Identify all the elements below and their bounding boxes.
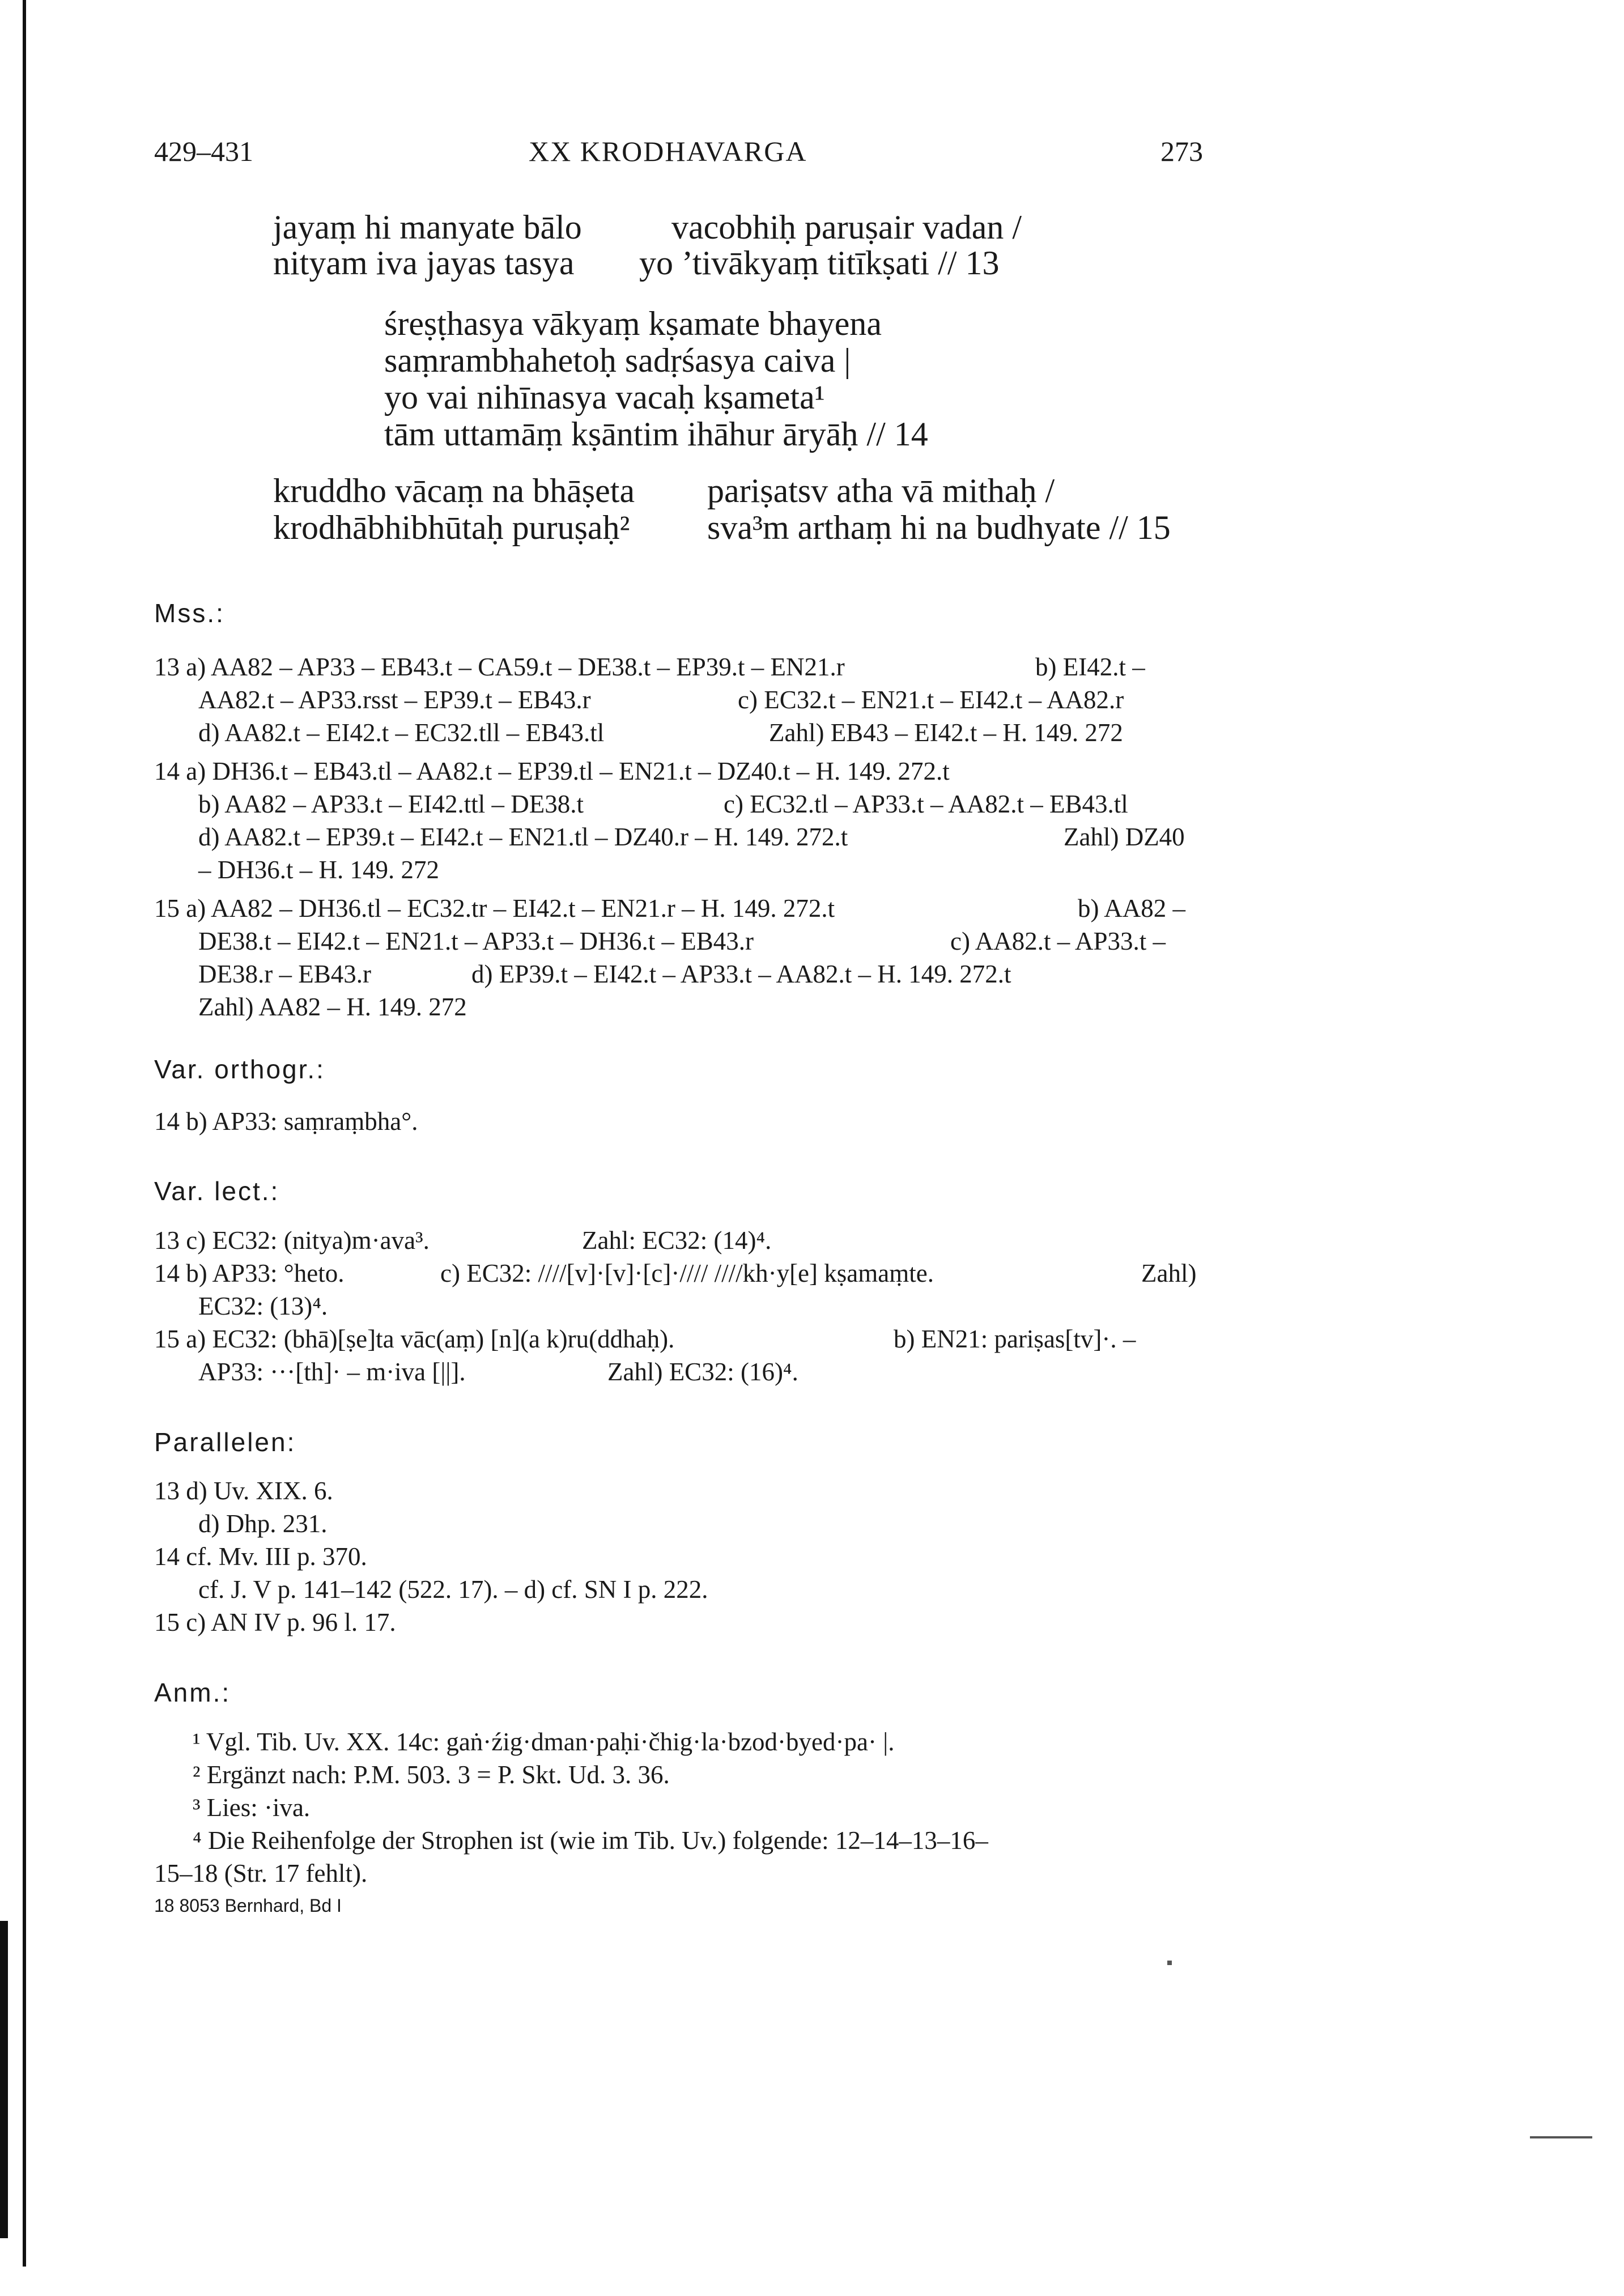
var-lect-apparatus — [154, 1224, 1219, 1388]
footnote-1: ¹ Vgl. Tib. Uv. XX. 14c: gaṅ·źig·dman·paḥi·čhig·la·bzod·byed·pa· |. — [193, 1728, 895, 1756]
verse-line: tām uttamāṃ kṣāntim ihāhur āryāḥ // 14 — [384, 415, 928, 453]
footnote-3: ³ Lies: ·iva. — [193, 1793, 311, 1822]
mss-line: d) EP39.t – EI42.t – AP33.t – AA82.t – H. 149. 272.t — [471, 960, 1011, 988]
parallel-line: d) Dhp. 231. — [198, 1510, 328, 1538]
scan-border-line — [23, 0, 26, 2267]
mss-line: Zahl) DZ40 — [1064, 823, 1185, 851]
parallel-line: 15 c) AN IV p. 96 l. 17. — [154, 1608, 396, 1636]
parallel-line: cf. J. V p. 141–142 (522. 17). – d) cf. SN I p. 222. — [198, 1575, 708, 1604]
var-lect-line: Zahl) — [1141, 1259, 1197, 1287]
var-orthogr-line: 14 b) AP33: saṃraṃbha°. — [154, 1107, 418, 1136]
mss-line: d) AA82.t – EI42.t – EC32.tll – EB43.tl — [198, 718, 605, 747]
mss-line: b) AA82 – — [1078, 894, 1185, 922]
mss-line: Zahl) EB43 – EI42.t – H. 149. 272 — [769, 718, 1123, 747]
var-lect-line: b) EN21: pariṣas[tv]·. – — [894, 1325, 1136, 1353]
mss-line: 14 a) DH36.t – EB43.tl – AA82.t – EP39.tl – EN21.t – DZ40.t – H. 149. 272.t — [154, 757, 950, 785]
var-lect-line: 14 b) AP33: °heto. — [154, 1259, 345, 1287]
verse-line: yo ’tivākyaṃ titīkṣati // 13 — [639, 244, 1000, 282]
verse-line: yo vai nihīnasya vacaḥ kṣameta¹ — [384, 379, 825, 416]
var-lect-line: c) EC32: ////[v]·[v]·[c]·//// ////kh·y[e] kṣamaṃte. — [440, 1259, 934, 1287]
mss-line: AA82.t – AP33.rsst – EP39.t – EB43.r — [198, 686, 591, 714]
anm-notes — [154, 1725, 1219, 1890]
mss-line: DE38.t – EI42.t – EN21.t – AP33.t – DH36.t – EB43.r — [198, 927, 754, 955]
mss-heading: Mss.: — [154, 598, 225, 628]
verse-line: śreṣṭhasya vākyaṃ kṣamate bhayena — [384, 305, 882, 342]
var-lect-line: AP33: ···[th]· – m·iva [||]. — [198, 1358, 466, 1386]
var-lect-line: 13 c) EC32: (nitya)m·ava³. — [154, 1226, 430, 1255]
mss-apparatus — [154, 650, 1219, 1023]
header-chapter-title: XX KRODHAVARGA — [529, 135, 807, 167]
printer-signature: 18 8053 Bernhard, Bd I — [154, 1895, 342, 1916]
mss-line: b) EI42.t – — [1035, 653, 1145, 681]
mss-line: DE38.r – EB43.r — [198, 960, 371, 988]
scan-smudge — [1530, 2136, 1592, 2138]
verse-line: saṃrambhahetoḥ sadṛśasya caiva | — [384, 342, 851, 379]
var-lect-line: Zahl: EC32: (14)⁴. — [582, 1226, 772, 1255]
mss-line: d) AA82.t – EP39.t – EI42.t – EN21.tl – DZ40.r – H. 149. 272.t — [198, 823, 848, 851]
footnote-4-cont: 15–18 (Str. 17 fehlt). — [154, 1859, 368, 1887]
var-lect-heading: Var. lect.: — [154, 1176, 280, 1206]
mss-line: – DH36.t – H. 149. 272 — [198, 856, 439, 884]
parallelen-heading: Parallelen: — [154, 1427, 296, 1457]
footnote-4: ⁴ Die Reihenfolge der Strophen ist (wie im Tib. Uv.) folgende: 12–14–13–16– — [193, 1826, 988, 1855]
scan-dot — [1167, 1961, 1172, 1965]
header-page-range: 429–431 — [154, 135, 253, 167]
var-lect-line: EC32: (13)⁴. — [198, 1292, 328, 1320]
verse-line: krodhābhibhūtaḥ puruṣaḥ² — [273, 509, 630, 546]
footnote-2: ² Ergänzt nach: P.M. 503. 3 = P. Skt. Ud. 3. 36. — [193, 1761, 670, 1789]
mss-line: 15 a) AA82 – DH36.tl – EC32.tr – EI42.t – EN21.r – H. 149. 272.t — [154, 894, 835, 922]
verse-line: sva³m arthaṃ hi na budhyate // 15 — [707, 509, 1171, 546]
mss-line: c) EC32.t – EN21.t – EI42.t – AA82.r — [738, 686, 1124, 714]
mss-line: b) AA82 – AP33.t – EI42.ttl – DE38.t — [198, 790, 584, 818]
parallel-line: 14 cf. Mv. III p. 370. — [154, 1542, 367, 1571]
var-orthogr-heading: Var. orthogr.: — [154, 1055, 325, 1084]
parallel-line: 13 d) Uv. XIX. 6. — [154, 1477, 333, 1505]
anm-heading: Anm.: — [154, 1678, 231, 1707]
mss-line: c) AA82.t – AP33.t – — [950, 927, 1166, 955]
var-lect-line: Zahl) EC32: (16)⁴. — [607, 1358, 798, 1386]
var-lect-line: 15 a) EC32: (bhā)[ṣe]ta vāc(aṃ) [n](a k)ru(ddhaḥ). — [154, 1325, 675, 1353]
mss-line: c) EC32.tl – AP33.t – AA82.t – EB43.tl — [724, 790, 1128, 818]
header-page-number: 273 — [1160, 135, 1203, 167]
verse-line: vacobhiḥ paruṣair vadan / — [671, 209, 1022, 246]
verse-line: kruddho vācaṃ na bhāṣeta — [273, 472, 635, 509]
scan-border-mark — [0, 1921, 8, 2238]
verse-line: pariṣatsv atha vā mithaḥ / — [707, 472, 1055, 509]
mss-line: Zahl) AA82 – H. 149. 272 — [198, 993, 467, 1021]
verse-line: nityam iva jayas tasya — [273, 244, 575, 282]
verse-line: jayaṃ hi manyate bālo — [273, 209, 582, 246]
mss-line: 13 a) AA82 – AP33 – EB43.t – CA59.t – DE38.t – EP39.t – EN21.r — [154, 653, 845, 681]
